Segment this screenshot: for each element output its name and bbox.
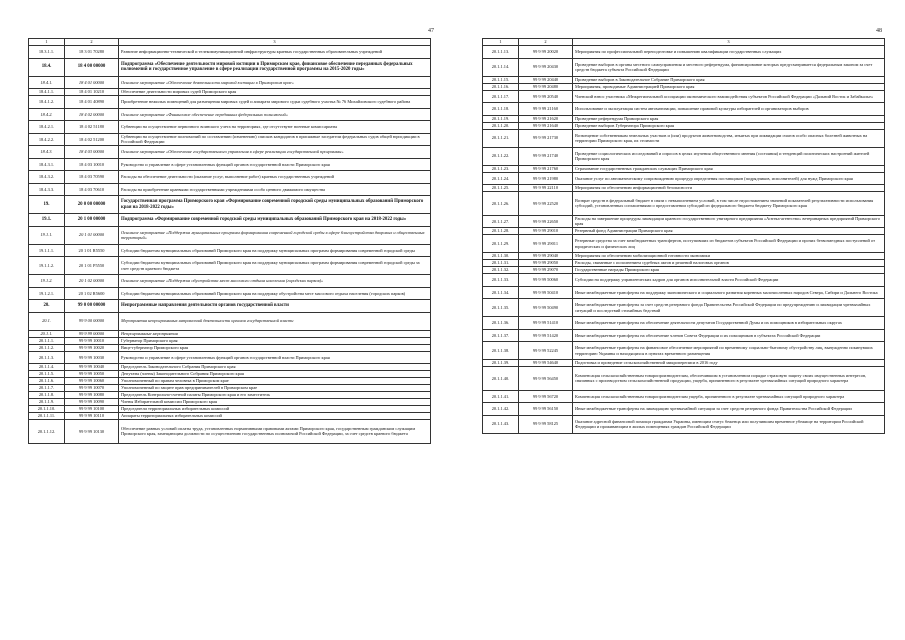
row-code: 20.1.1.: [29, 330, 65, 337]
table-row: [29, 364, 431, 371]
table-row: [29, 214, 431, 227]
target-article-code: 99 9 99 21620: [519, 115, 573, 122]
target-article-code: 99 9 99 29050: [519, 260, 573, 267]
table-row: [29, 226, 431, 244]
table-row: [483, 192, 885, 216]
table-row: [483, 317, 885, 330]
row-code: 18.4.1.1.: [29, 89, 65, 96]
row-code: 19.1.1.1.: [29, 244, 65, 257]
row-description: Субвенции на осуществление первичного воинского учета на территориях, где отсутствуют военные комиссариаты: [119, 121, 431, 134]
table-row: [483, 147, 885, 165]
target-article-code: 99 9 99 22650: [519, 215, 573, 228]
row-description: Депутаты (члены) Законодательного Собрания Приморского края: [119, 371, 431, 378]
target-article-code: 18 4 01 10210: [65, 89, 119, 96]
target-article-code: 99 9 99 10070: [65, 385, 119, 392]
row-description: Государственная программа Приморского края «Формирование современной городской среды муниципальных образований Приморского края на 2018-2022 годы»: [119, 196, 431, 214]
row-code: 18.4.1.2.: [29, 96, 65, 109]
row-code: 20.1.1.37.: [483, 329, 519, 342]
row-code: 20.1.1.2.: [29, 344, 65, 351]
table-row: [29, 183, 431, 196]
row-code: 20.1.1.36.: [483, 317, 519, 330]
row-code: 20.1.1.12.: [29, 420, 65, 444]
target-article-code: 20 1 02 00000: [65, 275, 119, 288]
row-code: 20.1.1.14.: [483, 58, 519, 76]
target-article-code: 20 1 02 R5600: [65, 287, 119, 300]
target-article-code: 99 9 99 20540: [519, 90, 573, 103]
row-description: Иные межбюджетные трансферты на ликвидацию чрезвычайной ситуации за счет средств резервного фонда Правительства Российской Федерации: [573, 403, 885, 416]
row-description: Оказание услуг по автоматическому сопровождению процедур определения поставщиков (подрядчиков, исполнителей) для нужд Приморского края: [573, 172, 885, 185]
table-row: [29, 330, 431, 337]
row-description: Председатель Контрольно-счетной палаты Приморского края и его заместитель: [119, 392, 431, 399]
target-article-code: 20 1 01 00000: [65, 226, 119, 244]
row-code: 20.1.1.31.: [483, 260, 519, 267]
row-description: Иные межбюджетные трансферты на обеспечение деятельности депутатов Государственной Думы и их помощников в избирательных округах: [573, 317, 885, 330]
target-article-code: 18 4 03 70590: [65, 171, 119, 184]
target-article-code: 99 9 99 56720: [519, 390, 573, 403]
row-code: 20.1.1.35.: [483, 299, 519, 317]
target-article-code: 99 9 99 29011: [519, 235, 573, 253]
row-code: 20.1.1.15.: [483, 76, 519, 83]
row-description: Аппараты территориальных избирательных комиссий: [119, 413, 431, 420]
table-row: [483, 274, 885, 287]
table-row: [29, 89, 431, 96]
row-code: 20.1.1.30.: [483, 253, 519, 260]
target-article-code: 18 4 03 00000: [65, 146, 119, 159]
row-code: 20.1.1.42.: [483, 403, 519, 416]
target-article-code: 99 0 00 00000: [65, 300, 119, 313]
row-code: 19.1.1.: [29, 226, 65, 244]
table-row: [29, 76, 431, 89]
table-row: [29, 133, 431, 146]
header-cell-2: 2: [65, 39, 119, 46]
target-article-code: 99 9 99 10130: [65, 420, 119, 444]
row-description: Подпрограмма «Формирование современной городской среды муниципальных образований Приморского края на 2018-2022 годы»: [119, 214, 431, 227]
table-row: [483, 228, 885, 235]
table-row: [483, 103, 885, 116]
right-classification-table: [482, 38, 885, 434]
row-description: Проведение социологических исследований и опросов в целях изучения общественного мнения (состояния) и тенденций политических настроений жителей Приморского края: [573, 147, 885, 165]
left-page: [28, 38, 430, 444]
row-description: Страхование государственных гражданских служащих Приморского края: [573, 165, 885, 172]
row-code: 18.4.2.: [29, 108, 65, 121]
target-article-code: 99 9 99 21760: [519, 165, 573, 172]
table-row: [483, 122, 885, 129]
row-description: Субсидии на поддержку управленческих кадров для органов исполнительной власти Российской Федерации: [573, 274, 885, 287]
table-header-row: [29, 39, 431, 46]
row-code: 20.1.1.43.: [483, 415, 519, 433]
row-code: 20.1.1.4.: [29, 364, 65, 371]
table-row: [483, 90, 885, 103]
row-code: 19.1.1.2.: [29, 257, 65, 275]
table-row: [29, 46, 431, 59]
row-description: Основное мероприятие «Обеспечение государственного управления в сфере реализации государственной программы»: [119, 146, 431, 159]
row-description: Председатели территориальных избирательных комиссий: [119, 406, 431, 413]
row-code: 20.1.1.16.: [483, 83, 519, 90]
page-number-left: 47: [428, 28, 434, 34]
row-description: Компенсация сельскохозяйственным товаропроизводителям, обеспечившим в установленном порядке страховую защиту своих имущественных интересов, связанных с производством сельскохозяйственной продукции, ущерба, причиненного в результате чрезвычайных ситуаций природного характера: [573, 367, 885, 391]
row-code: 18.4.3.2.: [29, 171, 65, 184]
target-article-code: 99 9 99 50490: [519, 299, 573, 317]
target-article-code: 99 9 00 00000: [65, 312, 119, 330]
target-article-code: 99 9 99 10100: [65, 406, 119, 413]
row-description: Руководство и управление в сфере установленных функций органов государственной власти Приморского края: [119, 158, 431, 171]
table-row: [29, 108, 431, 121]
row-description: Мероприятия по обеспечению мобилизационной готовности экономики: [573, 253, 885, 260]
row-code: 20.1.1.28.: [483, 228, 519, 235]
row-code: 20.1.1.26.: [483, 192, 519, 216]
row-code: 20.1.1.39.: [483, 360, 519, 367]
row-code: 20.1.1.29.: [483, 235, 519, 253]
table-row: [483, 390, 885, 403]
table-row: [29, 385, 431, 392]
row-code: 20.1.1.8.: [29, 392, 65, 399]
target-article-code: 18 4 02 00000: [65, 108, 119, 121]
target-article-code: 18 4 03 70610: [65, 183, 119, 196]
table-row: [483, 299, 885, 317]
table-row: [483, 172, 885, 185]
row-description: Возмещение собственникам земельных участков и (или) продуктов животноводства, изъятых при ликвидации очагов особо опасных болезней животных на территории Приморского края, их стоимости: [573, 129, 885, 147]
table-row: [29, 196, 431, 214]
table-row: [483, 46, 885, 59]
target-article-code: 99 9 99 20020: [519, 46, 573, 59]
row-description: Мероприятия непрограммных направлений деятельности органов государственной власти: [119, 312, 431, 330]
row-description: Вице-губернатор Приморского края: [119, 344, 431, 351]
row-description: Государственные награды Приморского края: [573, 267, 885, 274]
table-row: [483, 83, 885, 90]
row-code: 20.1.1.10.: [29, 406, 65, 413]
row-code: 20.1.1.41.: [483, 390, 519, 403]
table-row: [483, 403, 885, 416]
target-article-code: 99 9 99 10060: [65, 378, 119, 385]
target-article-code: 99 9 99 10010: [65, 337, 119, 344]
target-article-code: 18 4 01 40890: [65, 96, 119, 109]
target-article-code: 99 9 99 22110: [519, 185, 573, 192]
table-row: [29, 344, 431, 351]
row-code: 20.1.1.1.: [29, 337, 65, 344]
target-article-code: 20 0 00 00000: [65, 196, 119, 214]
target-article-code: 99 9 99 51410: [519, 317, 573, 330]
header-cell-3: 3: [573, 39, 885, 46]
table-row: [483, 367, 885, 391]
table-row: [483, 342, 885, 360]
row-code: 20.: [29, 300, 65, 313]
row-code: 18.3.1.1.: [29, 46, 65, 59]
table-row: [483, 253, 885, 260]
target-article-code: 99 9 99 00000: [65, 330, 119, 337]
table-row: [29, 371, 431, 378]
table-row: [29, 121, 431, 134]
row-description: Непрограммные направления деятельности органов государственной власти: [119, 300, 431, 313]
table-row: [483, 129, 885, 147]
table-row: [483, 115, 885, 122]
target-article-code: 99 9 99 21640: [519, 122, 573, 129]
row-code: 18.4.2.2.: [29, 133, 65, 146]
row-code: 20.1.1.21.: [483, 129, 519, 147]
target-article-code: 99 9 99 20430: [519, 58, 573, 76]
table-row: [29, 312, 431, 330]
row-description: Основное мероприятие «Поддержка обустройства мест массового отдыха населения (городских парков)»: [119, 275, 431, 288]
row-description: Уполномоченный по защите прав предпринимателей в Приморском крае: [119, 385, 431, 392]
row-description: Резервные средства за счет межбюджетных трансфертов, поступивших из бюджетов субъектов Российской Федерации и прочих безвозмездных поступлений от юридических и физических лиц: [573, 235, 885, 253]
row-description: Мероприятия по профессиональной переподготовке и повышению квалификации государственных служащих: [573, 46, 885, 59]
table-row: [29, 413, 431, 420]
row-code: 20.1.1.38.: [483, 342, 519, 360]
row-description: Субсидии бюджетам муниципальных образований Приморского края на поддержку муниципальных программ формирования современной городской среды: [119, 244, 431, 257]
row-description: Проведение выборов в Законодательное Собрание Приморского края: [573, 76, 885, 83]
target-article-code: 18 4 02 51200: [65, 133, 119, 146]
table-row: [483, 185, 885, 192]
row-description: Иные межбюджетные трансферты на обеспечение членов Совета Федерации и их помощников в субъектах Российской Федерации: [573, 329, 885, 342]
table-row: [29, 275, 431, 288]
row-code: 19.1.2.: [29, 275, 65, 288]
row-description: Основное мероприятие «Финансовое обеспечение переданных федеральных полномочий»: [119, 108, 431, 121]
target-article-code: 20 1 00 00000: [65, 214, 119, 227]
row-code: 20.1.: [29, 312, 65, 330]
target-article-code: 99 9 99 10030: [65, 351, 119, 364]
row-description: Непрограммные мероприятия: [119, 330, 431, 337]
row-description: Иные межбюджетные трансферты за счет средств резервного фонда Правительства Российской Федерации по предупреждению и ликвидации чрезвычайных ситуаций и последствий стихийных бедствий: [573, 299, 885, 317]
target-article-code: 99 9 99 50410: [519, 286, 573, 299]
target-article-code: 18 4 01 00000: [65, 76, 119, 89]
row-code: 20.1.1.6.: [29, 378, 65, 385]
row-description: Оказание адресной финансовой помощи гражданам Украины, имеющим статус беженца или получившим временное убежище на территории Российской Федерации и проживающим в жилых помещениях граждан Российской Федерации: [573, 415, 885, 433]
left-classification-table: [28, 38, 431, 444]
row-description: Приобретение нежилых помещений для размещения мировых судей и аппарата мирового судьи судебного участка № 76 Михайловского судебного района: [119, 96, 431, 109]
row-description: Председатель Законодательного Собрания Приморского края: [119, 364, 431, 371]
table-row: [483, 235, 885, 253]
table-row: [29, 392, 431, 399]
table-row: [483, 58, 885, 76]
target-article-code: 99 9 99 21160: [519, 103, 573, 116]
table-row: [29, 287, 431, 300]
target-article-code: 99 9 99 54640: [519, 360, 573, 367]
table-row: [483, 260, 885, 267]
target-article-code: 99 9 99 56450: [519, 367, 573, 391]
target-article-code: 99 9 99 58125: [519, 415, 573, 433]
row-description: Руководство и управление в сфере установленных функций органов государственной власти Приморского края: [119, 351, 431, 364]
target-article-code: 99 9 99 56150: [519, 403, 573, 416]
row-description: Расходы на обеспечение деятельности (оказание услуг, выполнение работ) краевых государственных учреждений: [119, 171, 431, 184]
row-description: Компенсация сельскохозяйственным товаропроизводителям ущерба, причиненного в результате чрезвычайных ситуаций природного характера: [573, 390, 885, 403]
row-code: 20.1.1.3.: [29, 351, 65, 364]
table-row: [29, 300, 431, 313]
row-code: 19.1.2.1.: [29, 287, 65, 300]
row-code: 20.1.1.34.: [483, 286, 519, 299]
target-article-code: 99 9 99 29040: [519, 253, 573, 260]
row-description: Основное мероприятие «Обеспечение деятельности мировой юстиции в Приморском крае»: [119, 76, 431, 89]
target-article-code: 99 9 99 10090: [65, 399, 119, 406]
row-code: 20.1.1.9.: [29, 399, 65, 406]
target-article-code: 18 4 03 10010: [65, 158, 119, 171]
row-code: 20.1.1.40.: [483, 367, 519, 391]
target-article-code: 99 9 99 21730: [519, 129, 573, 147]
table-row: [29, 171, 431, 184]
target-article-code: 99 9 99 22520: [519, 192, 573, 216]
table-row: [29, 96, 431, 109]
row-description: Обеспечение деятельности мировых судей Приморского края: [119, 89, 431, 96]
header-cell-2: 2: [519, 39, 573, 46]
row-description: Иные межбюджетные трансферты на поддержку экономического и социального развития коренных малочисленных народов Севера, Сибири и Дальнего Востока: [573, 286, 885, 299]
table-row: [29, 244, 431, 257]
row-code: 20.1.1.22.: [483, 147, 519, 165]
table-row: [29, 257, 431, 275]
row-description: Проведение референдума Приморского края: [573, 115, 885, 122]
row-code: 20.1.1.18.: [483, 103, 519, 116]
table-row: [483, 215, 885, 228]
row-code: 19.: [29, 196, 65, 214]
target-article-code: 99 9 99 51420: [519, 329, 573, 342]
row-description: Подготовка и проведение сельскохозяйственной микропереписи в 2016 году: [573, 360, 885, 367]
row-code: 20.1.1.23.: [483, 165, 519, 172]
table-row: [29, 420, 431, 444]
target-article-code: 99 9 99 20480: [519, 83, 573, 90]
row-description: Расходы, связанные с исполнением судебных актов и решений налоговых органов: [573, 260, 885, 267]
row-description: Иные межбюджетные трансферты на финансовое обеспечение мероприятий по временному социально-бытовому обустройству лиц, вынужденно покинувших территорию Украины и находящихся в пунктах временного размещения: [573, 342, 885, 360]
target-article-code: 99 9 99 52245: [519, 342, 573, 360]
target-article-code: 18 4 02 51180: [65, 121, 119, 134]
target-article-code: 99 9 99 29010: [519, 228, 573, 235]
row-description: Резервный фонд Администрации Приморского края: [573, 228, 885, 235]
row-code: 20.1.1.7.: [29, 385, 65, 392]
table-row: [29, 58, 431, 76]
row-code: 20.1.1.13.: [483, 46, 519, 59]
table-row: [483, 329, 885, 342]
row-description: Основное мероприятие «Поддержка муниципальных программ формирования современной городской среды в сфере благоустройства дворовых и общественных территорий»: [119, 226, 431, 244]
row-description: Проведение выборов Губернатора Приморского края: [573, 122, 885, 129]
header-cell-3: 3: [119, 39, 431, 46]
row-description: Обеспечение равных условий оплаты труда, установленных нормативными правовыми актами Приморского края, государственным гражданским служащим Приморского края, замещающим должности по осуществлению государственных полномочий Российской Федерации, за счет средств краевого бюджета: [119, 420, 431, 444]
row-code: 20.1.1.32.: [483, 267, 519, 274]
target-article-code: 99 9 99 20440: [519, 76, 573, 83]
table-row: [29, 158, 431, 171]
row-description: Уполномоченный по правам человека в Приморском крае: [119, 378, 431, 385]
row-code: 18.4.2.1.: [29, 121, 65, 134]
target-article-code: 18 3 01 70280: [65, 46, 119, 59]
row-code: 20.1.1.17.: [483, 90, 519, 103]
row-description: Расходы на завершение процедуры ликвидации краевого государственного унитарного предприятия «Аптека-агентство» ветеринарных предприятий Приморского края: [573, 215, 885, 228]
row-description: Губернатор Приморского края: [119, 337, 431, 344]
row-code: 18.4.3.: [29, 146, 65, 159]
row-description: Проведение выборов в органы местного самоуправления и местного референдума, финансирование которых предусматривается федеральным законом за счет средств бюджета субъекта Российской Федерации: [573, 58, 885, 76]
row-description: Мероприятия по обеспечению информационной безопасности: [573, 185, 885, 192]
table-row: [29, 337, 431, 344]
row-description: Субвенции на осуществление полномочий по составлению (изменению) списков кандидатов в присяжные заседатели федеральных судов общей юрисдикции в Российской Федерации: [119, 133, 431, 146]
table-row: [483, 165, 885, 172]
page-number-right: 48: [876, 28, 882, 34]
table-row: [29, 406, 431, 413]
target-article-code: 18 4 00 00000: [65, 58, 119, 76]
row-description: Членский взнос участника «Межрегиональной ассоциации экономического взаимодействия субъектов Российской Федерации «Дальний Восток и Забайкалье»: [573, 90, 885, 103]
row-code: 20.1.1.19.: [483, 115, 519, 122]
table-row: [29, 146, 431, 159]
table-row: [29, 378, 431, 385]
row-description: Члены Избирательной комиссии Приморского края: [119, 399, 431, 406]
table-row: [483, 267, 885, 274]
target-article-code: 20 1 01 R5550: [65, 244, 119, 257]
target-article-code: 99 9 99 21980: [519, 172, 573, 185]
row-description: Возврат средств в федеральный бюджет в связи с невыполнением условий, в том числе недостижением значений показателей результативности использования субсидий, установленных соглашениями о предоставлении субсидий из федерального бюджета бюджету Приморского края: [573, 192, 885, 216]
row-code: 20.1.1.25.: [483, 185, 519, 192]
target-article-code: 20 1 01 P5550: [65, 257, 119, 275]
row-description: Расходы на приобретение краевыми государственными учреждениями особо ценного движимого имущества: [119, 183, 431, 196]
row-code: 20.1.1.20.: [483, 122, 519, 129]
table-header-row: [483, 39, 885, 46]
row-description: Развитие информационно-технической и телекоммуникационной инфраструктуры краевых государственных образовательных учреждений: [119, 46, 431, 59]
row-code: 18.4.1.: [29, 76, 65, 89]
row-code: 18.4.3.3.: [29, 183, 65, 196]
row-description: Использование и эксплуатация систем автоматизации, повышение правовой культуры избирателей и организаторов выборов: [573, 103, 885, 116]
right-page: [482, 38, 884, 434]
table-row: [483, 415, 885, 433]
table-row: [483, 360, 885, 367]
table-row: [483, 286, 885, 299]
table-row: [483, 76, 885, 83]
target-article-code: 99 9 99 10110: [65, 413, 119, 420]
target-article-code: 99 9 99 29070: [519, 267, 573, 274]
row-code: 20.1.1.24.: [483, 172, 519, 185]
row-code: 18.4.3.1.: [29, 158, 65, 171]
header-cell-1: 1: [483, 39, 519, 46]
row-code: 20.1.1.5.: [29, 371, 65, 378]
row-code: 18.4.: [29, 58, 65, 76]
target-article-code: 99 9 99 21740: [519, 147, 573, 165]
row-code: 20.1.1.33.: [483, 274, 519, 287]
table-row: [29, 351, 431, 364]
row-description: Подпрограмма «Обеспечение деятельности мировой юстиции в Приморском крае, финансовое обеспечение переданных федеральных полномочий и государственное управление в сфере реализации государственной программы на 2015-2020 годы»: [119, 58, 431, 76]
row-code: 20.1.1.27.: [483, 215, 519, 228]
target-article-code: 99 9 99 10020: [65, 344, 119, 351]
row-code: 20.1.1.11.: [29, 413, 65, 420]
target-article-code: 99 9 99 10040: [65, 364, 119, 371]
target-article-code: 99 9 99 10050: [65, 371, 119, 378]
row-description: Субсидии бюджетам муниципальных образований Приморского края на поддержку обустройства мест массового отдыха населения (городских парков): [119, 287, 431, 300]
header-cell-1: 1: [29, 39, 65, 46]
target-article-code: 99 9 99 10080: [65, 392, 119, 399]
table-row: [29, 399, 431, 406]
target-article-code: 99 9 99 50060: [519, 274, 573, 287]
row-description: Мероприятия, проводимые Администрацией Приморского края: [573, 83, 885, 90]
row-code: 19.1.: [29, 214, 65, 227]
row-description: Субсидии бюджетам муниципальных образований Приморского края на поддержку муниципальных программ формирования современной городской среды за счет средств краевого бюджета: [119, 257, 431, 275]
